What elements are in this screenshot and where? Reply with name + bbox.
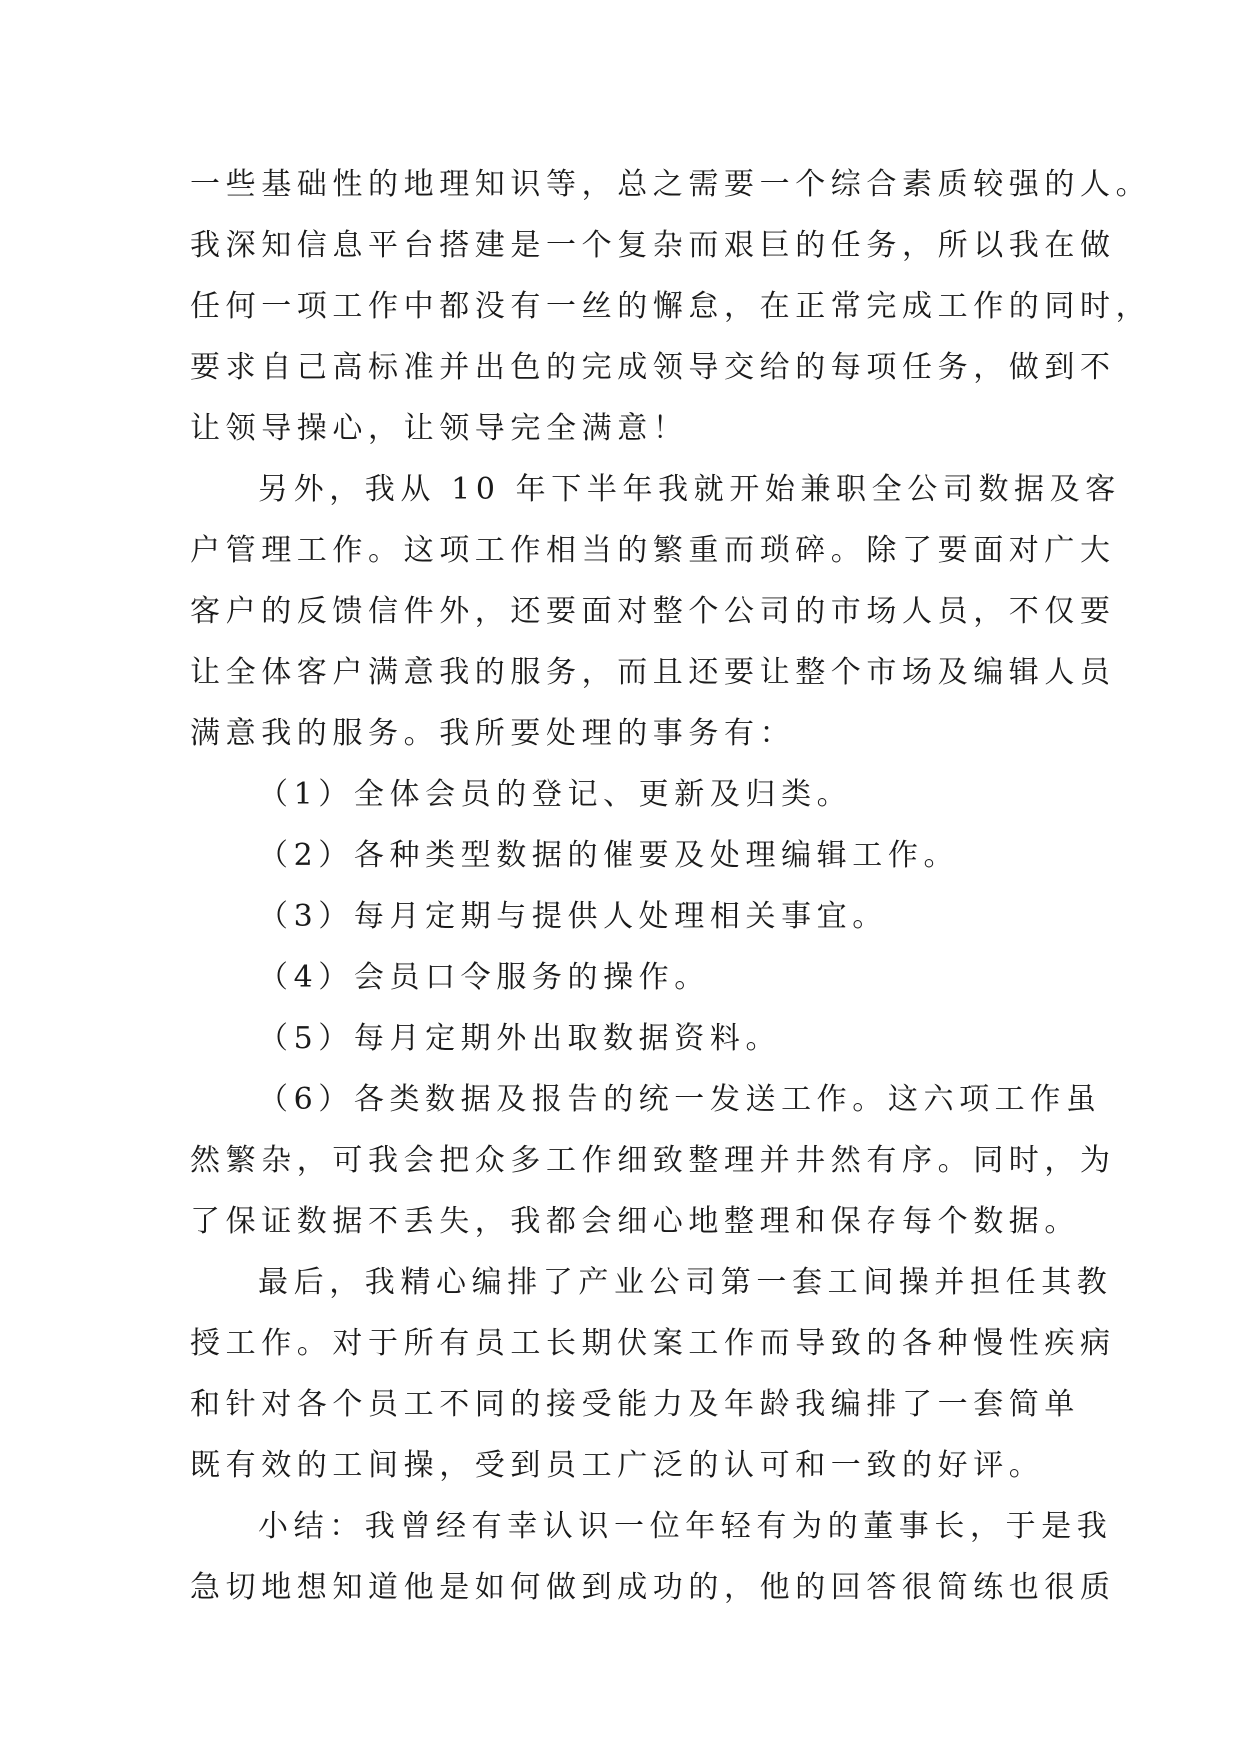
text-line: 让全体客户满意我的服务，而且还要让整个市场及编辑人员 [190, 655, 1116, 690]
text-line: 要求自己高标准并出色的完成领导交给的每项任务，做到不 [190, 350, 1116, 385]
text-line: 和针对各个员工不同的接受能力及年龄我编排了一套简单 [190, 1387, 1080, 1422]
text-line: 小结：我曾经有幸认识一位年轻有为的董事长，于是我 [258, 1509, 1113, 1544]
text-line: 了保证数据不丢失，我都会细心地整理和保存每个数据。 [190, 1204, 1080, 1239]
text-line: 然繁杂，可我会把众多工作细致整理并井然有序。同时，为 [190, 1143, 1116, 1178]
text-line: 另外，我从 10 年下半年我就开始兼职全公司数据及客 [258, 472, 1121, 507]
list-item: （4）会员口令服务的操作。 [258, 960, 710, 995]
text-line: 任何一项工作中都没有一丝的懈怠，在正常完成工作的同时， [190, 289, 1152, 324]
text-line: 急切地想知道他是如何做到成功的，他的回答很简练也很质 [190, 1570, 1116, 1605]
text-line: 一些基础性的地理知识等，总之需要一个综合素质较强的人。 [190, 167, 1152, 202]
text-line: 满意我的服务。我所要处理的事务有： [190, 716, 796, 751]
list-item: （6）各类数据及报告的统一发送工作。这六项工作虽 [258, 1082, 1102, 1117]
text-line: 我深知信息平台搭建是一个复杂而艰巨的任务，所以我在做 [190, 228, 1116, 263]
text-line: 最后，我精心编排了产业公司第一套工间操并担任其教 [258, 1265, 1113, 1300]
text-line: 让领导操心，让领导完全满意！ [190, 411, 689, 446]
list-item: （1）全体会员的登记、更新及归类。 [258, 777, 853, 812]
text-line: 授工作。对于所有员工长期伏案工作而导致的各种慢性疾病 [190, 1326, 1116, 1361]
text-line: 既有效的工间操，受到员工广泛的认可和一致的好评。 [190, 1448, 1045, 1483]
list-item: （2）各种类型数据的催要及处理编辑工作。 [258, 838, 960, 873]
list-item: （3）每月定期与提供人处理相关事宜。 [258, 899, 888, 934]
list-item: （5）每月定期外出取数据资料。 [258, 1021, 782, 1056]
text-line: 客户的反馈信件外，还要面对整个公司的市场人员，不仅要 [190, 594, 1116, 629]
text-line: 户管理工作。这项工作相当的繁重而琐碎。除了要面对广大 [190, 533, 1116, 568]
